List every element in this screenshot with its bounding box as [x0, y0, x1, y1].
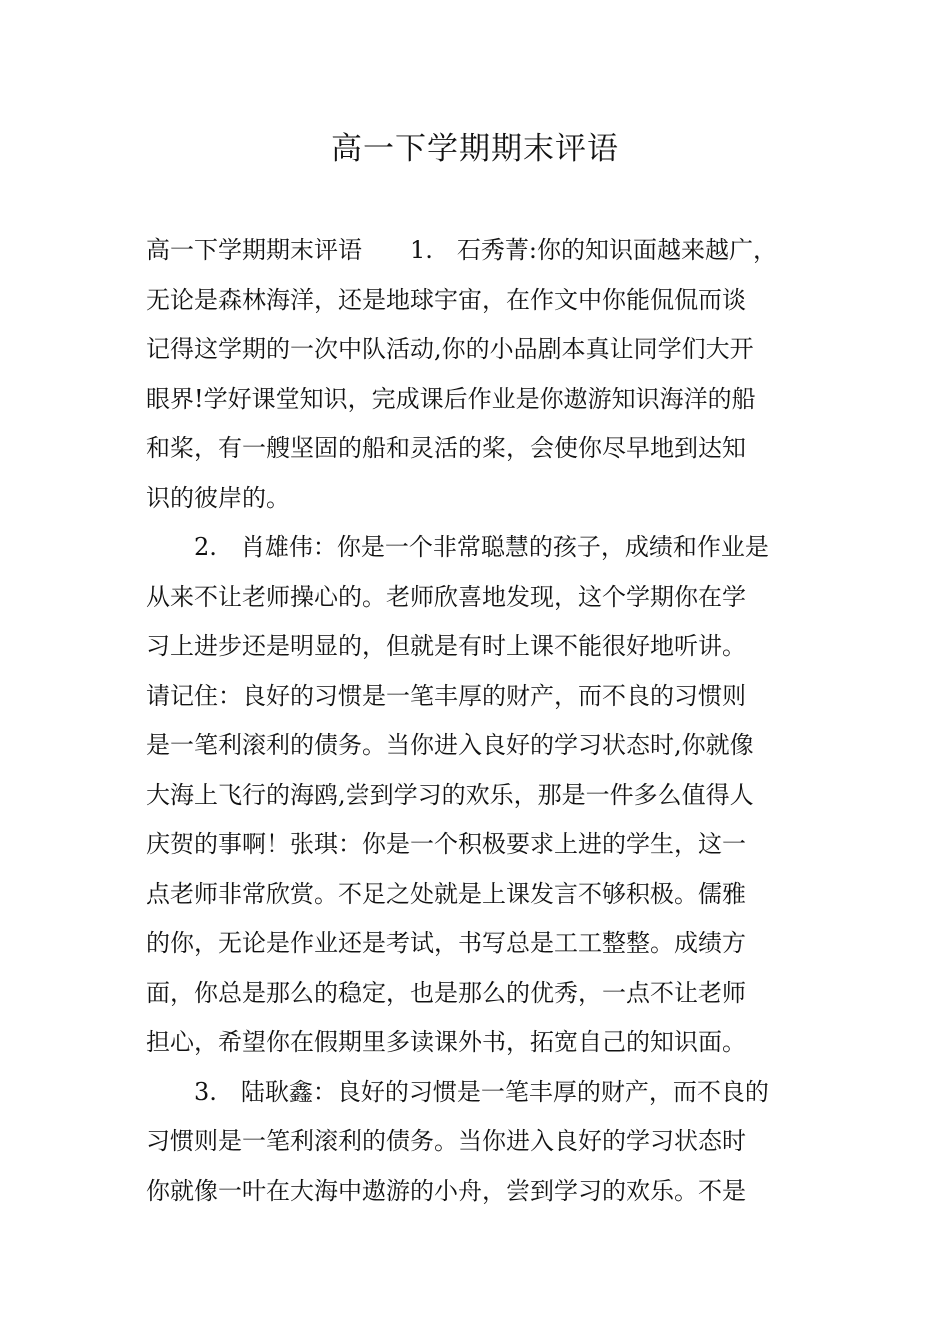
body-line-12: 大海上飞行的海鸥,尝到学习的欢乐，那是一件多么值得人	[146, 780, 754, 809]
body-line-17: 担心，希望你在假期里多读课外书，拓宽自己的知识面。	[146, 1028, 746, 1056]
body-line-10: 请记住：良好的习惯是一笔丰厚的财产，而不良的习惯则	[146, 681, 746, 710]
body-line-3: 记得这学期的一次中队活动,你的小品剧本真让同学们大开	[146, 335, 754, 363]
body-line-8: 从来不让老师操心的。老师欣喜地发现，这个学期你在学	[146, 582, 746, 611]
document-title: 高一下学期期末评语	[331, 131, 619, 167]
document-body	[146, 226, 806, 1216]
body-line-11: 是一笔利滚利的债务。当你进入良好的学习状态时,你就像	[146, 731, 754, 759]
body-line-2: 无论是森林海洋，还是地球宇宙，在作文中你能侃侃而谈	[146, 285, 746, 314]
body-line-19: 习惯则是一笔利滚利的债务。当你进入良好的学习状态时	[146, 1127, 746, 1155]
body-line-15: 的你，无论是作业还是考试，书写总是工工整整。成绩方	[146, 929, 746, 957]
body-line-5: 和桨，有一艘坚固的船和灵活的桨，会使你尽早地到达知	[146, 434, 746, 462]
body-line-1: 高一下学期期末评语 1. 石秀菁:你的知识面越来越广，	[146, 236, 777, 264]
body-line-6: 识的彼岸的。	[146, 483, 290, 512]
body-line-4: 眼界!学好课堂知识，完成课后作业是你遨游知识海洋的船	[146, 384, 756, 413]
body-line-14: 点老师非常欣赏。不足之处就是上课发言不够积极。儒雅	[146, 879, 746, 908]
body-line-7: 2. 肖雄伟：你是一个非常聪慧的孩子，成绩和作业是	[146, 533, 769, 561]
body-line-13: 庆贺的事啊！张琪：你是一个积极要求上进的学生，这一	[146, 830, 746, 858]
body-line-9: 习上进步还是明显的，但就是有时上课不能很好地听讲。	[146, 632, 746, 660]
body-line-18: 3. 陆耿鑫：良好的习惯是一笔丰厚的财产，而不良的	[146, 1077, 769, 1106]
body-line-20: 你就像一叶在大海中遨游的小舟，尝到学习的欢乐。不是	[146, 1176, 746, 1205]
body-line-16: 面，你总是那么的稳定，也是那么的优秀，一点不让老师	[146, 978, 746, 1007]
